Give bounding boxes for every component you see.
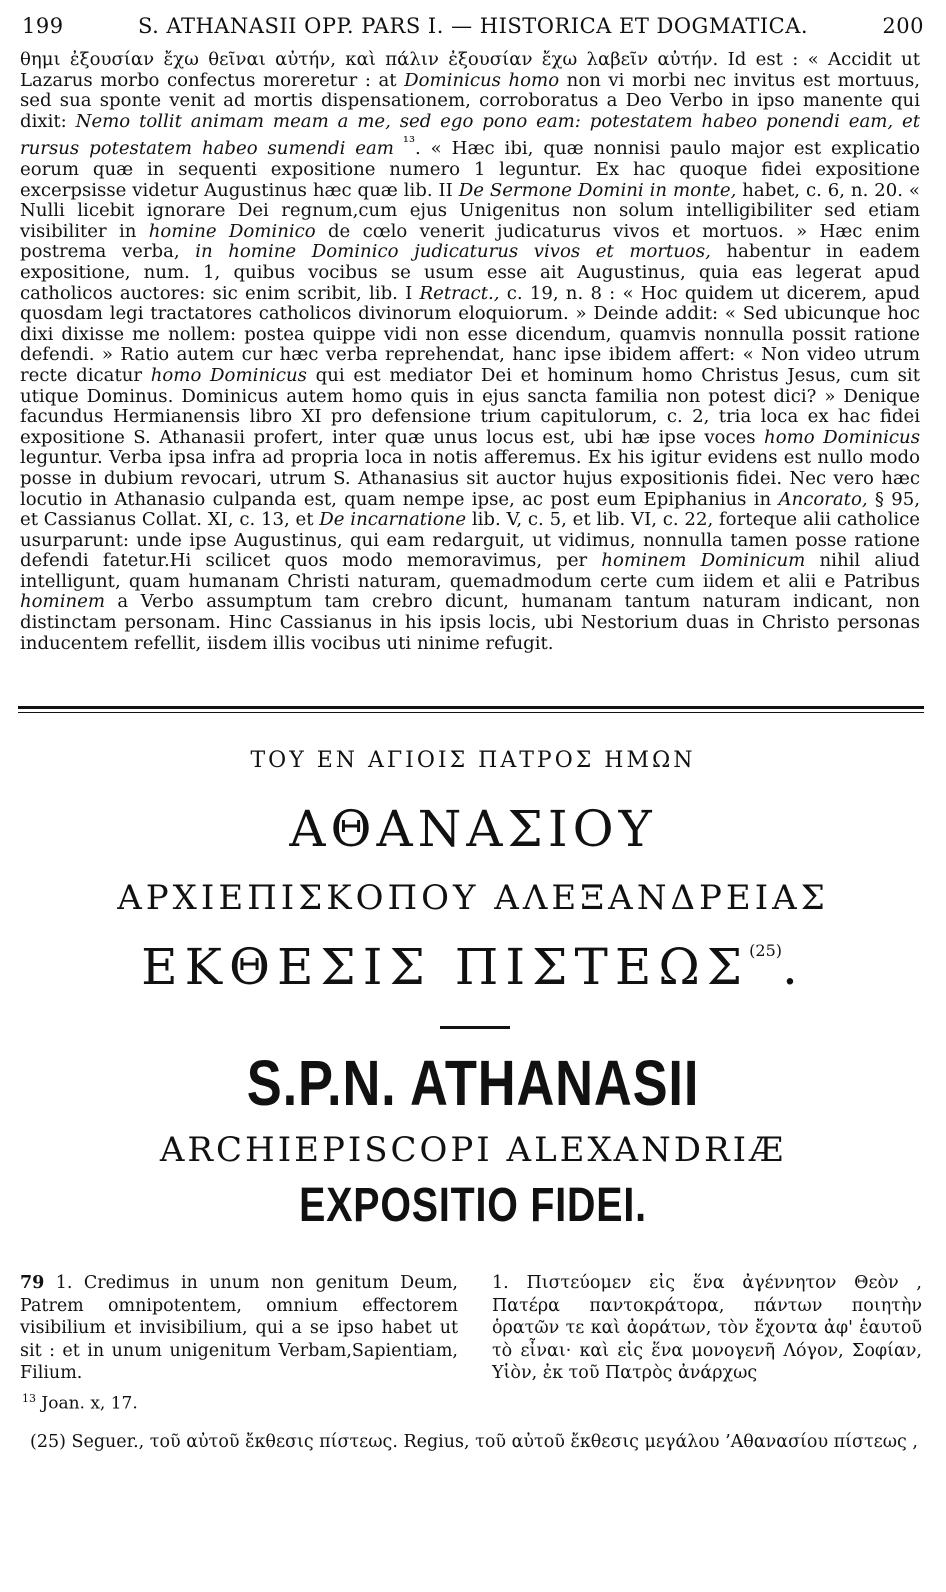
greek-title-text: ΕΚΘΕΣΙΣ ΠΙΣΤΕΩΣ [141, 938, 750, 996]
text-run: . « Hæc ibi, quæ nonnisi paulo major est explicatio eorum quæ in sequenti expositione numero 1 leguntur. Ex hac quoque fidei expositione excerpsisse videtur Augustinus hæc quæ lib. II [20, 138, 920, 201]
greek-quote: θημι ἐξουσίαν ἔχω θεῖναι αὐτήν, καὶ πάλιν ἐξουσίαν ἔχω λαβεῖν αὐτήν. [20, 49, 719, 70]
section-divider-thick [18, 706, 924, 709]
italic-run: Dominicus homo [404, 69, 560, 91]
footnote-text: Joan. x, 17. [36, 1393, 138, 1414]
text-run: c. 19, n. 8 : « Hoc quidem ut dicerem, apud quosdam legi tractatores catholicos divinorum eloquiorum. » Deinde addit: « Sed ubicunque hoc dixi dixisse me nollem: postea quippe vidi non esse dicendum, quamvis nonnulla possit ratione defendi. » Ratio autem cur hæc verba reprehendat, hanc ipse ibidem affert: « Non video utrum recte dicatur [20, 282, 920, 386]
text-run: a Verbo assumptum tam crebro dicunt, humanam tantum naturam indicant, non distinctam personam. Hinc Cassianus in his ipsis locis, ubi Nestorium duas in Christo personas inducentem refellit, iisdem illis vocibus uti ninime refugit. [20, 591, 920, 654]
greek-title-line-1: ΤΟΥ ΕΝ ΑΓΙΟΙΣ ΠΑΤΡΟΣ ΗΜΩΝ [250, 748, 696, 773]
page-number-right: 200 [882, 14, 924, 38]
text-run: Id est : « Accidit ut Lazarus morbo confectus moreretur : at [20, 49, 920, 91]
greek-title-line-2: ΑΘΑΝΑΣΙΟΥ [289, 800, 657, 858]
latin-text: 1. Credimus in unum non genitum Deum, Patrem omnipotentem, omnium effectorem visibilium et invisibilium, qui a se ipso habet ut sit : et in unum unigenitum Verbam,Sapientiam, Filium. [20, 1273, 458, 1383]
italic-run: hominem Dominicum [601, 550, 806, 572]
italic-run: De incarnatione [319, 509, 467, 531]
section-divider-thin [18, 712, 924, 713]
italic-run: Retract., [419, 282, 500, 304]
running-title: S. ATHANASII OPP. PARS I. — HISTORICA ET DOGMATICA. [137, 14, 809, 38]
text-run: leguntur. Verba ipsa infra ad propria loca in notis afferemus. Ex his igitur evidens est nullo modo posse in dubium revocari, utrum S. Athanasius sit auctor hujus expositionis fidei. Nec vero hæc locutio in Athanasio culpanda est, quam nempe ipse, ac post eum Epiphanius in [20, 447, 920, 510]
text-run: habet, c. 6, n. 20. « Nulli licebit ignorare Dei regnum,cum ejus Unigenitus non solum intelligibiliter sed etiam visibiliter in [20, 179, 920, 242]
text-run: non vi morbi nec invitus est mortuus, sed sua sponte venit ad mortis dispensationem, corroboratus a Deo Verbo in ipso manente qui dixit: [20, 69, 920, 132]
greek-text: 1. Πιστεύομεν εἰς ἕνα ἀγέννητον Θεὸν , Πατέρα παντοκράτορα, πάντων ποιητὴν ὁρατῶν τε καὶ ἀοράτων, τὸν ἔχοντα ἀφ' ἑαυτοῦ τὸ εἶναι· καὶ εἰς ἕνα μονογενῆ Λόγον, Σοφίαν, Υἱὸν, ἐκ τοῦ Πατρὸς ἀνάρχως [492, 1273, 922, 1383]
latin-column [20, 1272, 458, 1385]
intro-paragraph [20, 50, 920, 654]
greek-title-line-3: ΑΡΧΙΕΠΙΣΚΟΠΟΥ ΑΛΕΞΑΝΔΡΕΙΑΣ [117, 878, 829, 918]
greek-title-period: . [782, 938, 805, 996]
italic-run: De Sermone Domini in monte, [458, 179, 737, 201]
text-run: nihil aliud intelligunt, quam humanam Christi naturam, quemadmodum certe cum iidem et alii e Patribus [20, 550, 920, 592]
italic-run: Nemo tollit animam meam a me, sed ego pono eam: potestatem habeo ponendi eam, et rursus potestatem habeo sumendi eam [20, 110, 921, 160]
footnote-25: (25) Seguer., τοῦ αὐτοῦ ἔκθεσις πίστεως. Regius, τοῦ αὐτοῦ ἔκθεσις μεγάλου ’Αθανασίου πίστεως , [30, 1432, 918, 1452]
text-run: qui est mediator Dei et hominum homo Christus Jesus, cum sit utique Dominus. Dominicus autem homo quis in ejus sancta familia non potest dici? » Denique facundus Hermianensis libro XI pro defensione trium capitulorum, c. 2, tria loca ex hac fidei expositione S. Athanasii profert, inter quæ unus locus est, ubi hæ ipse voces [20, 364, 920, 448]
text-run: habentur in eadem expositione, num. 1, quibus vocibus se usum esse ait Augustinus, quia eas legerat apud catholicos auctores: sic enim scribit, lib. I [20, 241, 920, 304]
intro-commentary [20, 50, 920, 654]
title-separator [440, 1026, 510, 1029]
page-header [22, 14, 924, 44]
italic-run: Ancorato, [778, 488, 868, 510]
footnote-reference: ¹³ [393, 133, 415, 152]
italic-run: homine Dominico [148, 220, 316, 242]
italic-run: in homine Dominico judicaturus vivos et mortuos, [195, 241, 711, 263]
latin-title-line-1: S.P.N. ATHANASII [246, 1047, 700, 1119]
greek-title-line-4 [0, 938, 946, 996]
column-marker: 79 [20, 1273, 45, 1293]
text-run: lib. V, c. 5, et lib. VI, c. 22, forteque alii catholice usurparunt: unde ipse Augustinus, qui eam redarguit, ut vidimus, nonnulla tamen posse ratione defendi fatetur.Hi scilicet quos modo memoravimus, per [20, 509, 920, 572]
latin-title-line-3: EXPOSITIO FIDEI. [299, 1179, 647, 1232]
latin-title-line-2: ARCHIEPISCOPI ALEXANDRIÆ [159, 1130, 787, 1170]
italic-run: homo Dominicus [764, 426, 920, 448]
text-run: § 95, et Cassianus Collat. XI, c. 13, et [20, 488, 920, 531]
page-number-left: 199 [22, 14, 64, 38]
footnote-13 [22, 1392, 138, 1414]
greek-column [492, 1272, 922, 1385]
italic-run: hominem [20, 591, 106, 613]
text-run: de cœlo venerit judicaturus vivos et mortuos. » Hæc enim postrema verba, [20, 220, 920, 263]
italic-run: homo Dominicus [150, 364, 307, 386]
footnote-reference: (25) [749, 941, 782, 960]
footnote-mark: 13 [22, 1392, 36, 1405]
